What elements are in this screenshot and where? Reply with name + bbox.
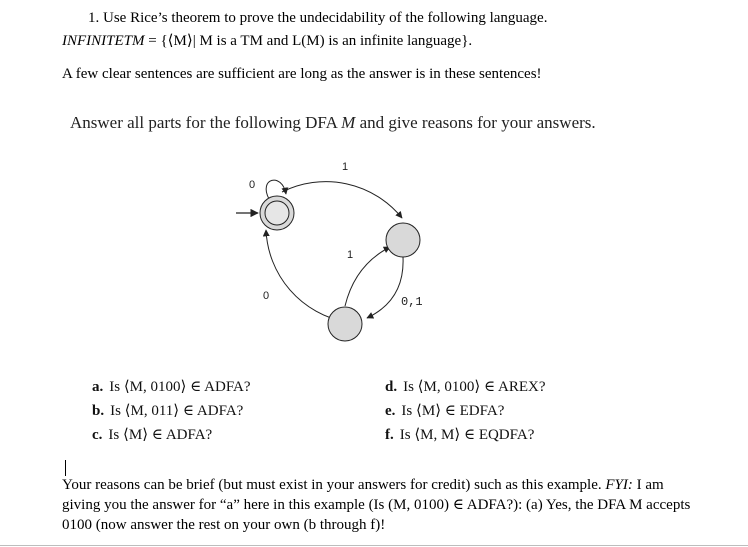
state-bottom (328, 307, 362, 341)
instruction-text-before: Answer all parts for the following DFA (70, 113, 342, 132)
question-d-text: Is ⟨M, 0100⟩ ∈ AREX? (403, 379, 546, 395)
reasons-text-2: I am giving you the answer for “a” here in this example (Is (M, 0100) ∈ ADFA?): (a) Yes, the DFA M accepts 0100 (now answer the rest on your own (b through f)! (62, 477, 691, 533)
question-c (92, 425, 212, 444)
text-cursor[interactable] (65, 460, 66, 476)
instruction-text-after: and give reasons for your answers. (355, 113, 596, 132)
question-a (92, 377, 251, 396)
state-right (386, 223, 420, 257)
question-f-text: Is ⟨M, M⟩ ∈ EQDFA? (399, 427, 535, 443)
language-definition (62, 31, 472, 50)
question-a-label: a. (92, 379, 104, 395)
reasons-paragraph[interactable] (62, 475, 692, 535)
language-name: INFINITETM (62, 33, 145, 49)
question-f-label: f. (385, 427, 394, 443)
transition-bottom-to-start (266, 230, 346, 322)
answer-note: A few clear sentences are sufficient are long as the answer is in these sentences! (62, 66, 542, 82)
question-e-text: Is ⟨M⟩ ∈ EDFA? (401, 403, 505, 419)
question-e-label: e. (385, 403, 396, 419)
transition-right-to-bottom (367, 257, 403, 318)
label-inner-arc: 1 (347, 249, 354, 261)
label-top-arc: 1 (342, 161, 349, 173)
dfa-diagram (200, 150, 460, 360)
question-d-label: d. (385, 379, 398, 395)
question-b-text: Is ⟨M, 011⟩ ∈ ADFA? (110, 403, 244, 419)
transition-start-to-right (282, 182, 402, 218)
question-e (385, 401, 504, 420)
question-f (385, 425, 534, 444)
label-right-arc: 0,1 (401, 295, 423, 309)
question-a-text: Is ⟨M, 0100⟩ ∈ ADFA? (109, 379, 251, 395)
instruction-dfa-name: M (341, 113, 356, 132)
reasons-text-1: Your reasons can be brief (but must exist in your answers for credit) such as this example. (62, 477, 606, 493)
language-set: = {⟨M⟩| M is a TM and L(M) is an infinite language}. (144, 33, 473, 49)
question-b-label: b. (92, 403, 105, 419)
question-b (92, 401, 243, 420)
label-left-arc: 0 (263, 290, 270, 302)
dfa-instruction (70, 113, 596, 133)
question-c-label: c. (92, 427, 103, 443)
page-bottom-divider (0, 545, 748, 546)
reasons-fyi: FYI: (605, 477, 633, 493)
question-1-prompt: 1. Use Rice’s theorem to prove the undecidability of the following language. (88, 10, 548, 26)
question-c-text: Is ⟨M⟩ ∈ ADFA? (108, 427, 213, 443)
question-d (385, 377, 545, 396)
state-start-inner-ring (265, 201, 289, 225)
label-self-loop: 0 (249, 179, 256, 191)
